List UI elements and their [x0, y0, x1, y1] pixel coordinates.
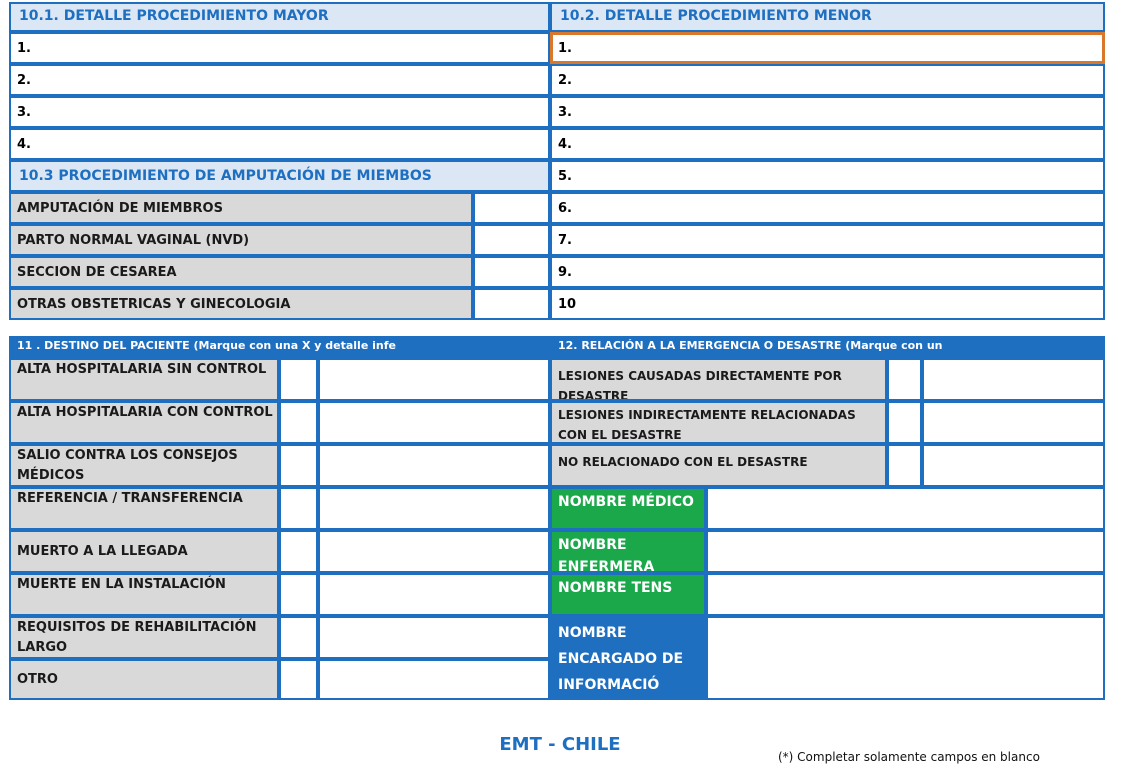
destino-label-2: ALTA HOSPITALARIA CON CONTROL — [9, 401, 279, 444]
destino-detail-6[interactable] — [318, 573, 550, 616]
destino-detail-8[interactable] — [318, 659, 550, 700]
nvd-checkbox[interactable] — [473, 224, 550, 256]
relacion-checkbox-2[interactable] — [887, 401, 922, 444]
destino-detail-5[interactable] — [318, 530, 550, 573]
amputation-label: AMPUTACIÓN DE MIEMBROS — [9, 192, 473, 224]
section-12-title: 12. RELACIÓN A LA EMERGENCIA O DESASTRE (Marque con un — [550, 336, 1105, 358]
encargado-label: NOMBRE ENCARGADO DE INFORMACIÓ — [550, 616, 706, 700]
major-procedure-field-4[interactable]: 4. — [9, 128, 550, 160]
enfermera-label: NOMBRE ENFERMERA — [550, 530, 706, 573]
cesarea-checkbox[interactable] — [473, 256, 550, 288]
destino-checkbox-5[interactable] — [279, 530, 318, 573]
destino-detail-3[interactable] — [318, 444, 550, 487]
minor-procedure-field-10[interactable]: 10 — [550, 288, 1105, 320]
minor-procedure-field-3[interactable]: 3. — [550, 96, 1105, 128]
destino-checkbox-3[interactable] — [279, 444, 318, 487]
section-10-2-title: 10.2. DETALLE PROCEDIMIENTO MENOR — [550, 2, 1105, 32]
amputation-checkbox[interactable] — [473, 192, 550, 224]
destino-label-8: OTRO — [9, 659, 279, 700]
relacion-label-2: LESIONES INDIRECTAMENTE RELACIONADAS CON EL DESASTRE — [550, 401, 887, 444]
relacion-detail-2[interactable] — [922, 401, 1105, 444]
obstetricas-checkbox[interactable] — [473, 288, 550, 320]
relacion-label-3: NO RELACIONADO CON EL DESASTRE — [550, 444, 887, 487]
nvd-label: PARTO NORMAL VAGINAL (NVD) — [9, 224, 473, 256]
major-procedure-field-3[interactable]: 3. — [9, 96, 550, 128]
minor-procedure-field-2[interactable]: 2. — [550, 64, 1105, 96]
minor-procedure-field-1[interactable]: 1. — [550, 32, 1105, 64]
minor-procedure-field-5[interactable]: 5. — [550, 160, 1105, 192]
tens-name-field[interactable] — [706, 573, 1105, 616]
cesarea-label: SECCION DE CESAREA — [9, 256, 473, 288]
medico-label: NOMBRE MÉDICO — [550, 487, 706, 530]
relacion-checkbox-3[interactable] — [887, 444, 922, 487]
minor-procedure-field-4[interactable]: 4. — [550, 128, 1105, 160]
destino-label-6: MUERTE EN LA INSTALACIÓN — [9, 573, 279, 616]
destino-checkbox-8[interactable] — [279, 659, 318, 700]
relacion-detail-1[interactable] — [922, 358, 1105, 401]
relacion-detail-3[interactable] — [922, 444, 1105, 487]
destino-label-3: SALIO CONTRA LOS CONSEJOS MÉDICOS — [9, 444, 279, 487]
enfermera-name-field[interactable] — [706, 530, 1105, 573]
destino-detail-7[interactable] — [318, 616, 550, 659]
destino-detail-4[interactable] — [318, 487, 550, 530]
major-procedure-field-1[interactable]: 1. — [9, 32, 550, 64]
minor-procedure-field-9[interactable]: 9. — [550, 256, 1105, 288]
destino-detail-2[interactable] — [318, 401, 550, 444]
tens-label: NOMBRE TENS — [550, 573, 706, 616]
major-procedure-field-2[interactable]: 2. — [9, 64, 550, 96]
destino-label-1: ALTA HOSPITALARIA SIN CONTROL — [9, 358, 279, 401]
destino-detail-1[interactable] — [318, 358, 550, 401]
destino-label-7: REQUISITOS DE REHABILITACIÓN LARGO — [9, 616, 279, 659]
brand-footer: EMT - CHILE — [499, 734, 621, 755]
minor-procedure-field-7[interactable]: 7. — [550, 224, 1105, 256]
footer-note: (*) Completar solamente campos en blanco — [778, 750, 1040, 764]
encargado-name-field[interactable] — [706, 616, 1105, 700]
section-11-title: 11 . DESTINO DEL PACIENTE (Marque con una X y detalle infe — [9, 336, 550, 358]
destino-checkbox-6[interactable] — [279, 573, 318, 616]
destino-checkbox-2[interactable] — [279, 401, 318, 444]
relacion-checkbox-1[interactable] — [887, 358, 922, 401]
section-10-3-title: 10.3 PROCEDIMIENTO DE AMPUTACIÓN DE MIEMBOS — [9, 160, 550, 192]
destino-label-4: REFERENCIA / TRANSFERENCIA — [9, 487, 279, 530]
relacion-label-1: LESIONES CAUSADAS DIRECTAMENTE POR DESASTRE — [550, 358, 887, 401]
destino-checkbox-4[interactable] — [279, 487, 318, 530]
destino-checkbox-7[interactable] — [279, 616, 318, 659]
destino-label-5: MUERTO A LA LLEGADA — [9, 530, 279, 573]
medico-name-field[interactable] — [706, 487, 1105, 530]
obstetricas-label: OTRAS OBSTETRICAS Y GINECOLOGIA — [9, 288, 473, 320]
minor-procedure-field-6[interactable]: 6. — [550, 192, 1105, 224]
destino-checkbox-1[interactable] — [279, 358, 318, 401]
section-10-1-title: 10.1. DETALLE PROCEDIMIENTO MAYOR — [9, 2, 550, 32]
